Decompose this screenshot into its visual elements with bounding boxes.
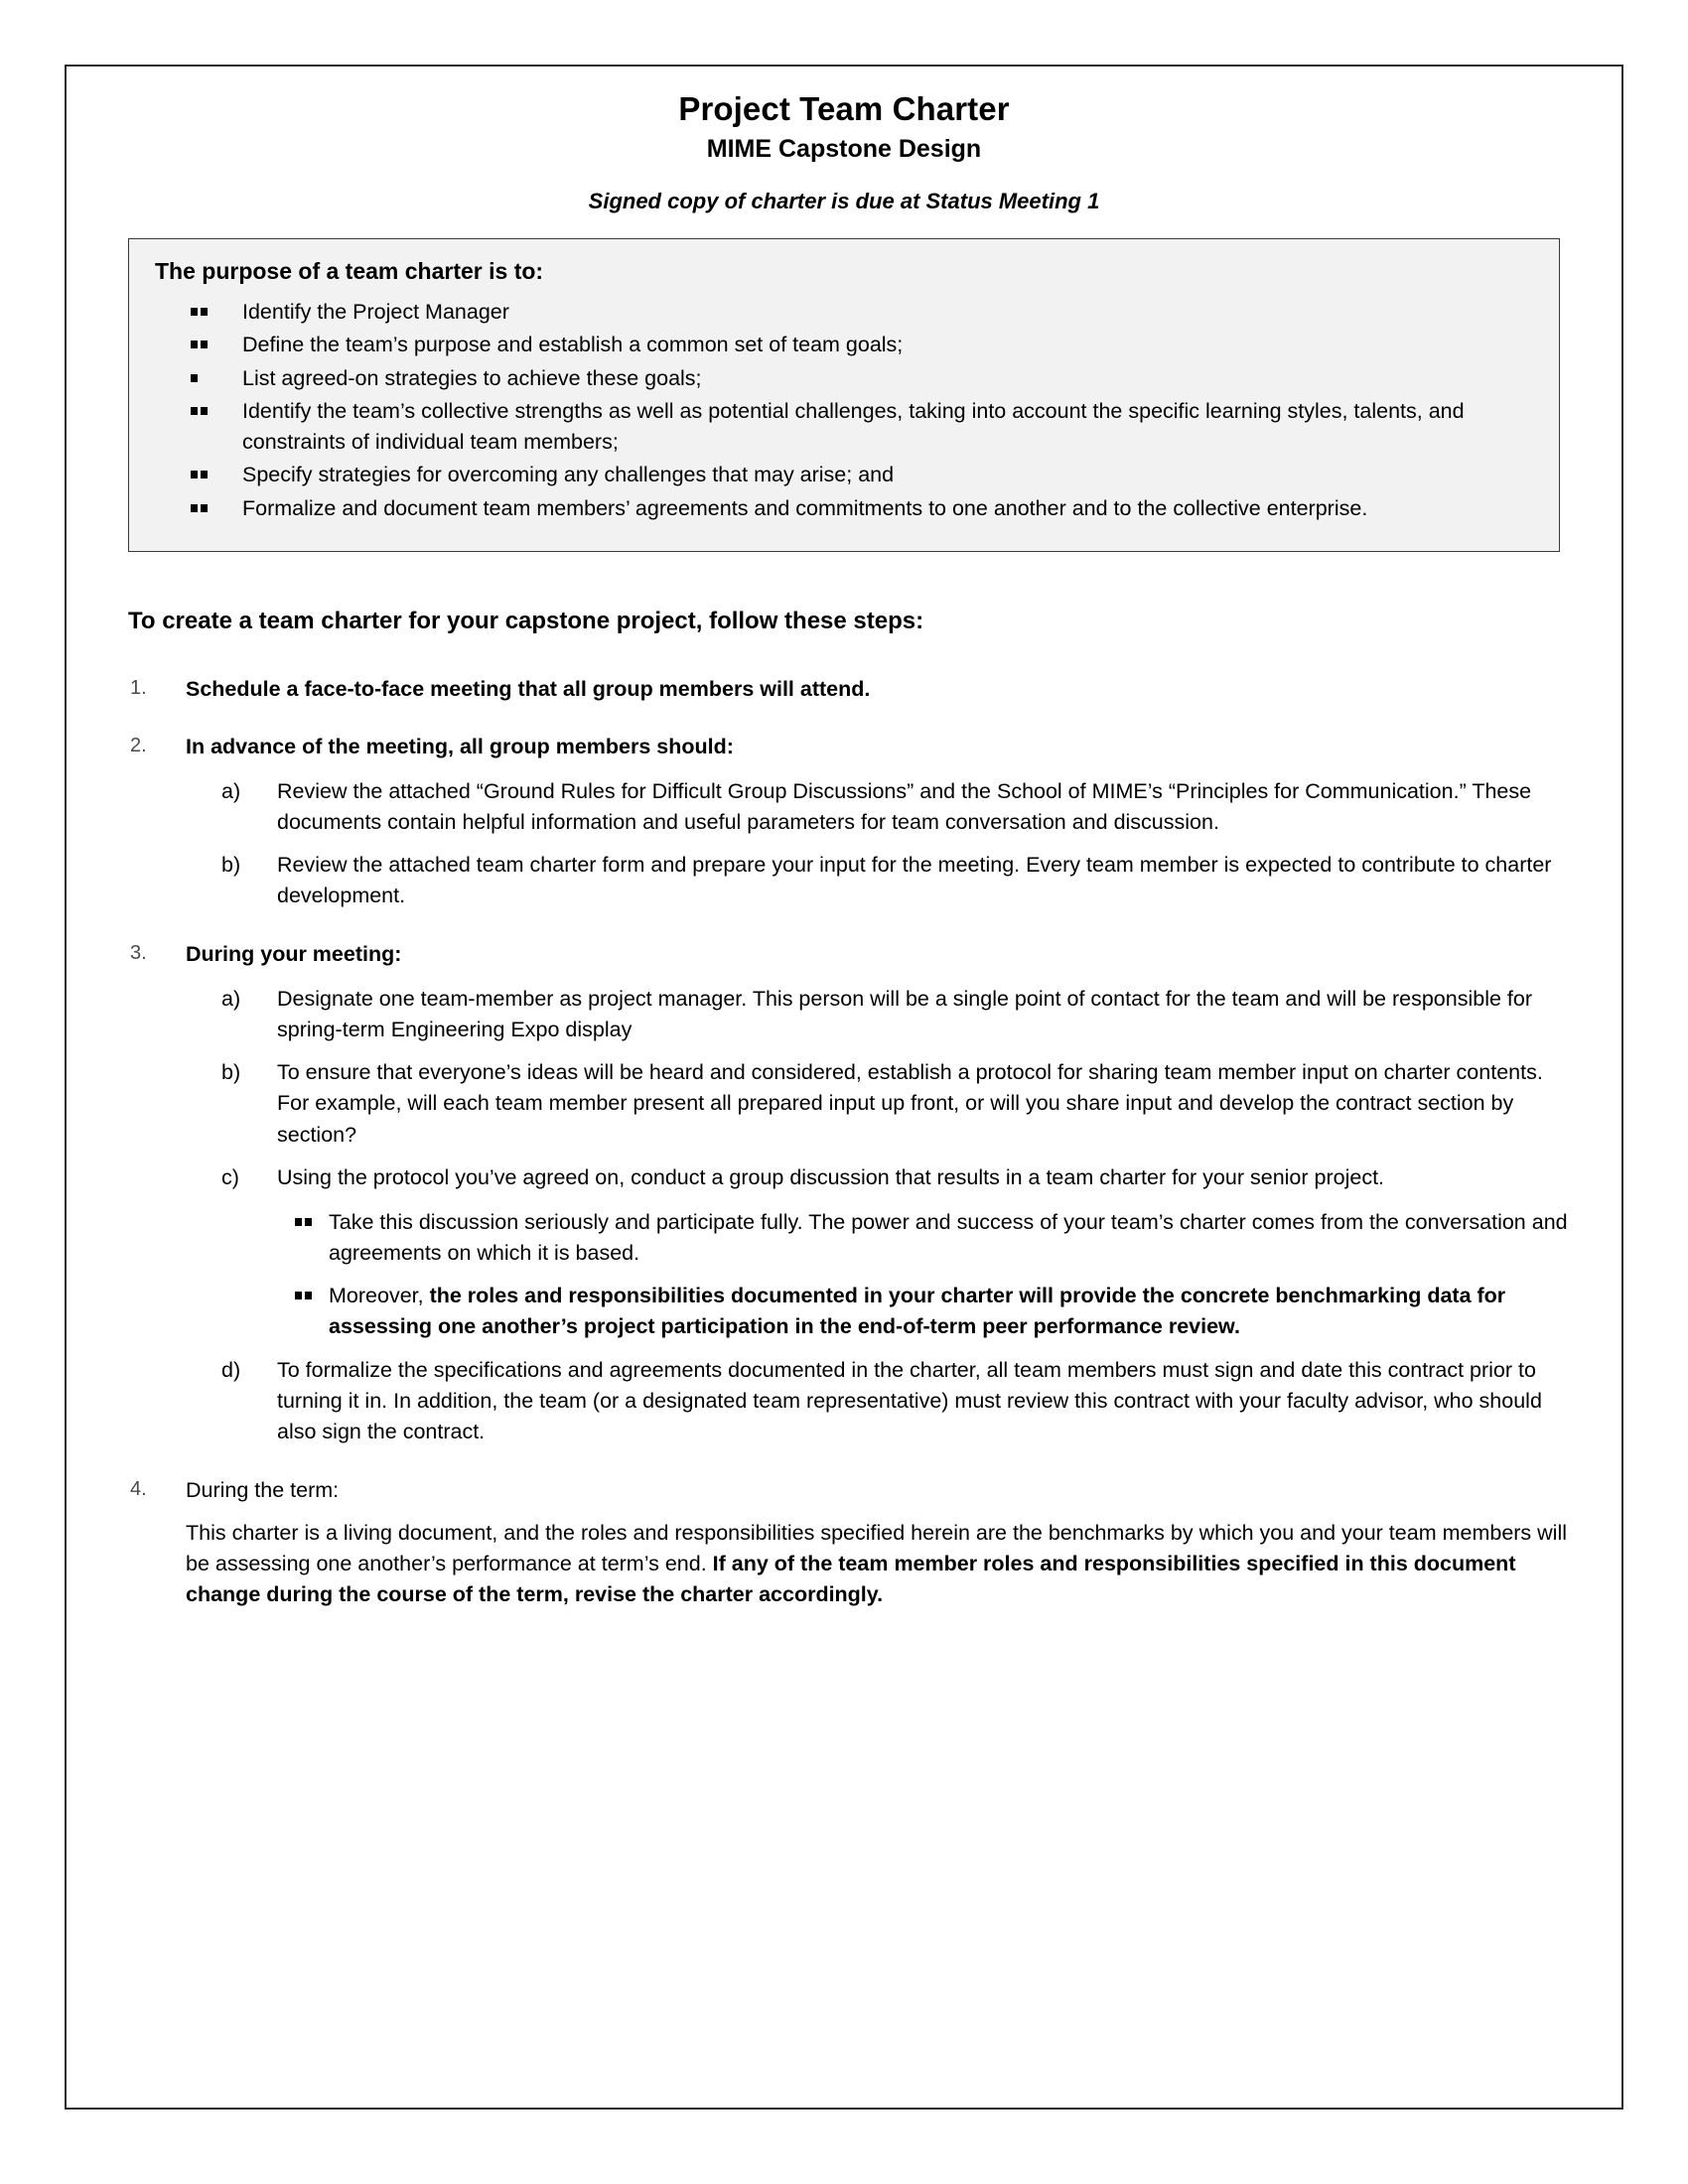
purpose-bullet-list <box>155 297 1533 524</box>
list-item <box>191 297 1533 328</box>
list-item-text: Moreover, <box>329 1284 430 1308</box>
due-note: Signed copy of charter is due at Status Meeting 1 <box>588 188 1100 213</box>
closing-paragraph-text: This charter is a living document, and the roles and responsibilities specified herein are the benchmarks by which you and your team members will be assessing one another’s performance at term’s end. <box>186 1520 1568 1575</box>
page-title: Project Team Charter <box>678 90 1010 127</box>
page-subtitle: MIME Capstone Design <box>706 135 982 164</box>
step-title: Schedule a face-to-face meeting that all group members will attend. <box>186 676 871 701</box>
step-number: 2. <box>130 735 147 757</box>
substep-bullet-list <box>277 1207 1570 1343</box>
square-bullet-icon <box>191 308 208 316</box>
steps-list <box>118 674 1570 1611</box>
square-bullet-icon <box>191 407 208 415</box>
step-title: During the term: <box>186 1478 340 1503</box>
substep-list <box>186 984 1570 1447</box>
substep-text: Review the attached team charter form and prepare your input for the meeting. Every team member is expected to contribute to charter development. <box>277 853 1552 908</box>
list-item-text: Specify strategies for overcoming any challenges that may arise; and <box>242 463 895 487</box>
substep-item <box>221 1057 1570 1151</box>
square-bullet-icon <box>295 1292 312 1299</box>
list-item <box>191 460 1533 490</box>
step-number: 3. <box>130 942 147 965</box>
substep-item <box>221 1162 1570 1343</box>
list-item-text: Take this discussion seriously and participate fully. The power and success of your team’s charter comes from the conversation and agreements on which it is based. <box>329 1209 1568 1266</box>
substep-list <box>186 776 1570 912</box>
step-number: 1. <box>130 676 147 699</box>
substep-letter: c) <box>221 1164 239 1189</box>
closing-paragraph <box>186 1518 1570 1611</box>
substep-letter: a) <box>221 778 241 803</box>
step-number: 4. <box>130 1478 147 1501</box>
step-item-2 <box>128 732 1570 911</box>
list-item-text: Define the team’s purpose and establish a common set of team goals; <box>242 333 904 357</box>
document-header <box>118 88 1570 214</box>
step-title: During your meeting: <box>186 942 402 967</box>
substep-letter: b) <box>221 853 241 878</box>
list-item <box>191 330 1533 360</box>
square-bullet-icon <box>295 1218 312 1226</box>
substep-letter: d) <box>221 1357 241 1382</box>
purpose-heading: The purpose of a team charter is to: <box>155 258 544 284</box>
square-bullet-icon <box>191 504 208 512</box>
list-item <box>295 1207 1570 1269</box>
list-item <box>191 363 1533 394</box>
substep-text: Review the attached “Ground Rules for Difficult Group Discussions” and the School of MIME’s “Principles for Communication.” These documents contain helpful information and useful parameters for team conversation and discussion. <box>277 778 1532 834</box>
list-item <box>191 396 1533 457</box>
square-bullet-icon <box>191 374 198 382</box>
square-bullet-icon <box>191 341 208 348</box>
purpose-box <box>128 238 1560 552</box>
document-page <box>65 65 1623 2110</box>
substep-letter: b) <box>221 1060 241 1085</box>
substep-text: To formalize the specifications and agreements documented in the charter, all team members must sign and date this contract prior to turning it in. In addition, the team (or a designated team representative) must review this contract with your faculty advisor, who should also sign the contract. <box>277 1357 1542 1443</box>
closing-paragraph-bold-text: If any of the team member roles and responsibilities specified in this document change during the course of the term, revise the charter accordingly. <box>186 1551 1516 1607</box>
substep-item <box>221 776 1570 838</box>
list-item-text: Formalize and document team members’ agreements and commitments to one another and to the collective enterprise. <box>242 495 1368 520</box>
substep-item <box>221 1355 1570 1448</box>
list-item <box>295 1281 1570 1342</box>
step-item-4 <box>128 1475 1570 1610</box>
substep-item <box>221 850 1570 911</box>
page-content <box>67 67 1621 1610</box>
step-title: In advance of the meeting, all group members should: <box>186 735 734 759</box>
substep-text: To ensure that everyone’s ideas will be heard and considered, establish a protocol for sharing team member input on charter contents. For example, will each team member present all prepared input up front, or will you share input and develop the contract section by section? <box>277 1060 1543 1147</box>
list-item-text: Identify the Project Manager <box>242 299 509 324</box>
list-item-text: Identify the team’s collective strengths as well as potential challenges, taking into account the specific learning styles, talents, and constraints of individual team members; <box>242 399 1465 454</box>
substep-item <box>221 984 1570 1045</box>
square-bullet-icon <box>191 471 208 478</box>
list-item-text: List agreed-on strategies to achieve these goals; <box>242 365 702 390</box>
substep-letter: a) <box>221 986 241 1011</box>
substep-text: Using the protocol you’ve agreed on, conduct a group discussion that results in a team charter for your senior project. <box>277 1164 1385 1189</box>
substep-text: Designate one team-member as project manager. This person will be a single point of contact for the team and will be responsible for spring-term Engineering Expo display <box>277 986 1532 1042</box>
list-item-bold-text: the roles and responsibilities documented in your charter will provide the concrete benchmarking data for assessing one another’s project participation in the end-of-term peer performance review. <box>329 1284 1506 1339</box>
steps-heading: To create a team charter for your capstone project, follow these steps: <box>128 607 924 634</box>
list-item <box>191 493 1533 524</box>
step-item-1 <box>128 674 1570 705</box>
step-item-3 <box>128 939 1570 1447</box>
